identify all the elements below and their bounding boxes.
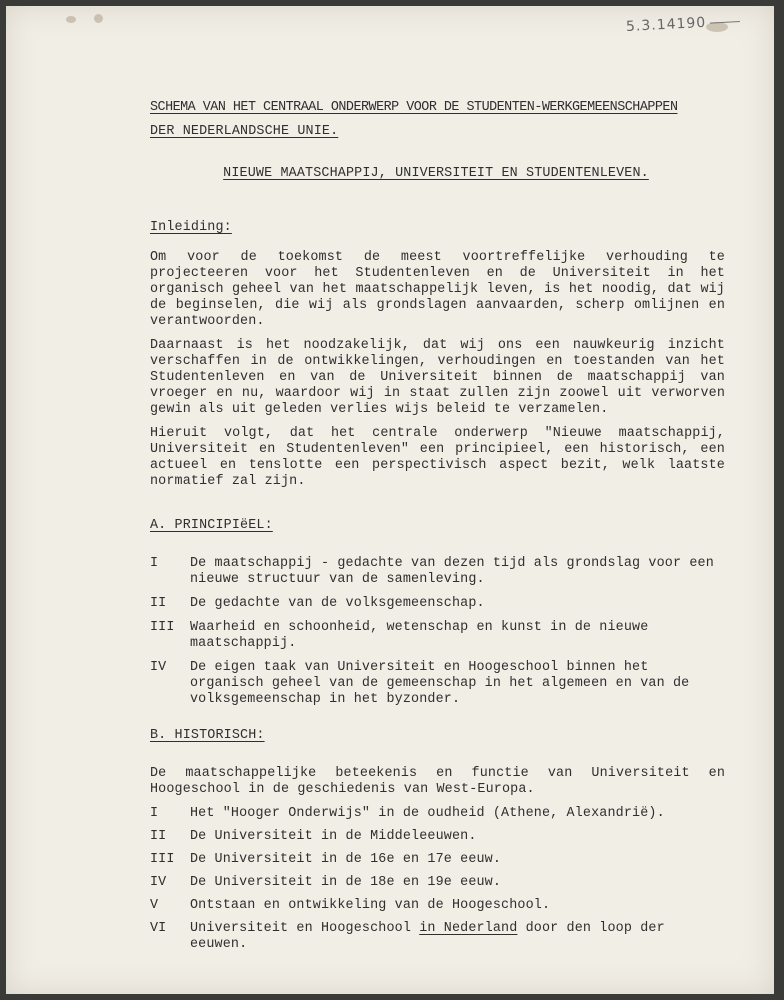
section-a-heading: A. PRINCIPIëEL: xyxy=(150,518,273,533)
section-b-heading: B. HISTORISCH: xyxy=(150,728,265,743)
intro-paragraph: Daarnaast is het noodzakelijk, dat wij ons een nauwkeurig inzicht verschaffen in de ontwikkelingen, verhoudingen en toestanden van het Studentenleven en van de Universiteit binnen de maatschappij van vroeger en nu, waardoor wij in staat zullen zijn zoowel uit verworven gewin als uit geleden verlies wijs beleid te verzamelen. xyxy=(150,338,725,417)
header-line-2: DER NEDERLANDSCHE UNIE. xyxy=(150,124,339,139)
section-b-intro xyxy=(150,766,725,798)
document-page xyxy=(6,6,774,994)
document-header xyxy=(150,96,725,144)
item-text: De Universiteit in de 18e en 19e eeuw. xyxy=(190,875,502,890)
header-line-1: SCHEMA VAN HET CENTRAAL ONDERWERP VOOR DE STUDENTEN-WERKGEMEENSCHAPPEN xyxy=(150,100,678,115)
intro-paragraph: Om voor de toekomst de meest voortreffelijke verhouding te projecteeren voor het Studentenleven en de Universiteit in het organisch geheel van het maatschappelijk leven, is het noodig, dat wij de beginselen, die wij als grondslagen aanvaarden, scherp omlijnen en verantwoorden. xyxy=(150,250,725,329)
item-text: De Universiteit in de 16e en 17e eeuw. xyxy=(190,852,502,867)
list-item xyxy=(150,596,725,612)
item-number: II xyxy=(150,829,167,844)
item-text-underlined: in Nederland xyxy=(419,921,518,936)
intro-body xyxy=(150,250,725,490)
section-b-list xyxy=(150,806,725,953)
item-text: De maatschappij - gedachte van dezen tijd als grondslag voor een nieuwe structuur van de samenleving. xyxy=(190,556,714,587)
list-item xyxy=(150,921,725,953)
list-item xyxy=(150,806,725,822)
smudge-mark xyxy=(94,14,103,23)
item-text: De Universiteit in de Middeleeuwen. xyxy=(190,829,477,844)
item-number: IV xyxy=(150,875,167,890)
list-item xyxy=(150,852,725,868)
smudge-mark xyxy=(66,16,76,23)
list-item xyxy=(150,898,725,914)
item-text: Waarheid en schoonheid, wetenschap en kunst in de nieuwe maatschappij. xyxy=(190,620,649,651)
item-text: De gedachte van de volksgemeenschap. xyxy=(190,596,485,611)
item-number: I xyxy=(150,806,159,821)
list-item xyxy=(150,875,725,891)
document-title: NIEUWE MAATSCHAPPIJ, UNIVERSITEIT EN STUDENTENLEVEN. xyxy=(223,166,649,181)
item-number: III xyxy=(150,620,175,635)
section-b-intro-text: De maatschappelijke beteekenis en functie van Universiteit en Hoogeschool in de geschiedenis van West-Europa. xyxy=(150,766,725,797)
item-number: III xyxy=(150,852,175,867)
item-text-pre: Universiteit en Hoogeschool xyxy=(190,921,420,936)
item-text: Het "Hooger Onderwijs" in de oudheid (Athene, Alexandrië). xyxy=(190,806,665,821)
item-text-post: door den loop der eeuwen. xyxy=(190,921,665,952)
archive-number: 5.3.14190 xyxy=(625,14,707,35)
item-number: IV xyxy=(150,660,167,675)
intro-heading: Inleiding: xyxy=(150,220,232,235)
item-number: I xyxy=(150,556,159,571)
item-text xyxy=(190,921,725,953)
item-number: VI xyxy=(150,921,167,936)
item-number: II xyxy=(150,596,167,611)
list-item xyxy=(150,829,725,845)
list-item xyxy=(150,556,725,588)
archive-annotation xyxy=(626,13,741,35)
item-text: De eigen taak van Universiteit en Hoogeschool binnen het organisch geheel van de gemeenschap in het algemeen en van de volksgemeenschap in het byzonder. xyxy=(190,660,690,707)
intro-paragraph: Hieruit volgt, dat het centrale onderwerp "Nieuwe maatschappij, Universiteit en Studentenleven" een principieel, een historisch, een actueel en tenslotte een perspectivisch aspect bezit, welk laatste normatief zal zijn. xyxy=(150,426,725,489)
item-number: V xyxy=(150,898,159,913)
list-item xyxy=(150,660,725,708)
annotation-dash xyxy=(710,21,740,24)
list-item xyxy=(150,620,725,652)
section-a-list xyxy=(150,556,725,708)
item-text: Ontstaan en ontwikkeling van de Hoogeschool. xyxy=(190,898,551,913)
